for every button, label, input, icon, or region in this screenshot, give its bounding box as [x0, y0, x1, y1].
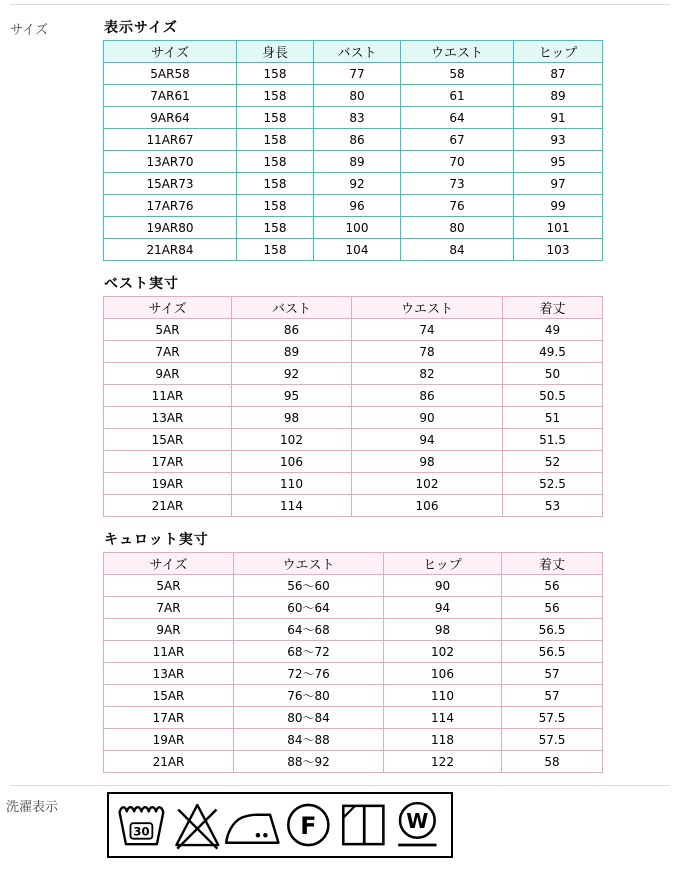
table-row: [104, 619, 603, 641]
size-label-cell: 9AR64: [104, 107, 237, 129]
size-label-cell: 7AR: [104, 341, 232, 363]
measurement-cell: 102: [232, 429, 352, 451]
size-label-cell: 15AR: [104, 429, 232, 451]
measurement-cell: 68〜72: [234, 641, 384, 663]
table-row: [104, 385, 603, 407]
measurement-cell: 70: [401, 151, 514, 173]
size-label-cell: 21AR: [104, 495, 232, 517]
measurement-cell: 158: [237, 129, 314, 151]
measurement-cell: 100: [314, 217, 401, 239]
measurement-cell: 102: [384, 641, 502, 663]
care-section: [0, 792, 680, 858]
measurement-cell: 88〜92: [234, 751, 384, 773]
measurement-cell: 80: [314, 85, 401, 107]
measurement-cell: 158: [237, 107, 314, 129]
measurement-cell: 91: [514, 107, 603, 129]
measurement-cell: 114: [232, 495, 352, 517]
column-header: ヒップ: [384, 553, 502, 575]
measurement-cell: 51.5: [503, 429, 603, 451]
column-header: 着丈: [503, 297, 603, 319]
column-header: 着丈: [502, 553, 603, 575]
table-row: [104, 319, 603, 341]
column-header: ヒップ: [514, 41, 603, 63]
measurement-cell: 56〜60: [234, 575, 384, 597]
table-row: [104, 195, 603, 217]
dry-clean-f-icon: [281, 797, 336, 853]
display-size-table: [103, 40, 603, 261]
measurement-cell: 93: [514, 129, 603, 151]
measurement-cell: 82: [352, 363, 503, 385]
size-label-cell: 11AR: [104, 641, 234, 663]
measurement-cell: 95: [514, 151, 603, 173]
measurement-cell: 106: [352, 495, 503, 517]
measurement-cell: 67: [401, 129, 514, 151]
measurement-cell: 98: [232, 407, 352, 429]
measurement-cell: 56.5: [502, 641, 603, 663]
measurement-cell: 76: [401, 195, 514, 217]
size-label-cell: 9AR: [104, 363, 232, 385]
measurement-cell: 158: [237, 151, 314, 173]
size-label-cell: 21AR84: [104, 239, 237, 261]
header-row: [104, 41, 603, 63]
measurement-cell: 86: [232, 319, 352, 341]
measurement-cell: 77: [314, 63, 401, 85]
measurement-cell: 80〜84: [234, 707, 384, 729]
wet-clean-letter: W: [406, 809, 429, 834]
wet-clean-w-icon: [390, 797, 445, 853]
measurement-cell: 158: [237, 85, 314, 107]
measurement-cell: 94: [384, 597, 502, 619]
table-row: [104, 729, 603, 751]
measurement-cell: 92: [232, 363, 352, 385]
measurement-cell: 84: [401, 239, 514, 261]
vest-size-block: [103, 273, 613, 517]
measurement-cell: 89: [232, 341, 352, 363]
measurement-cell: 158: [237, 217, 314, 239]
measurement-cell: 99: [514, 195, 603, 217]
care-symbols-box: [107, 792, 453, 858]
measurement-cell: 118: [384, 729, 502, 751]
table-row: [104, 751, 603, 773]
size-label-cell: 13AR: [104, 407, 232, 429]
table-row: [104, 707, 603, 729]
size-label-cell: 19AR80: [104, 217, 237, 239]
measurement-cell: 158: [237, 239, 314, 261]
column-header: ウエスト: [234, 553, 384, 575]
measurement-cell: 84〜88: [234, 729, 384, 751]
measurement-cell: 78: [352, 341, 503, 363]
size-label-cell: 7AR: [104, 597, 234, 619]
measurement-cell: 58: [401, 63, 514, 85]
measurement-cell: 50.5: [503, 385, 603, 407]
header-row: [104, 553, 603, 575]
measurement-cell: 49: [503, 319, 603, 341]
measurement-cell: 86: [314, 129, 401, 151]
measurement-cell: 72〜76: [234, 663, 384, 685]
column-header: ウエスト: [401, 41, 514, 63]
measurement-cell: 97: [514, 173, 603, 195]
care-section-label: 洗濯表示: [6, 800, 59, 815]
culotte-size-block: [103, 529, 613, 773]
display-size-title: 表示サイズ: [104, 20, 178, 36]
line-dry-shade-icon: [336, 797, 391, 853]
table-row: [104, 597, 603, 619]
vest-size-table: [103, 296, 603, 517]
iron-two-dots-icon: [224, 797, 281, 853]
table-row: [104, 239, 603, 261]
measurement-cell: 50: [503, 363, 603, 385]
measurement-cell: 52: [503, 451, 603, 473]
measurement-cell: 102: [352, 473, 503, 495]
size-label-cell: 7AR61: [104, 85, 237, 107]
measurement-cell: 58: [502, 751, 603, 773]
size-label-cell: 21AR: [104, 751, 234, 773]
column-header: サイズ: [104, 41, 237, 63]
top-divider: [10, 4, 670, 5]
wash-tub-30-icon: [115, 797, 170, 853]
table-row: [104, 407, 603, 429]
size-label-cell: 5AR58: [104, 63, 237, 85]
table-row: [104, 129, 603, 151]
size-label-cell: 15AR: [104, 685, 234, 707]
table-row: [104, 685, 603, 707]
measurement-cell: 101: [514, 217, 603, 239]
measurement-cell: 87: [514, 63, 603, 85]
column-header: サイズ: [104, 297, 232, 319]
measurement-cell: 52.5: [503, 473, 603, 495]
measurement-cell: 64: [401, 107, 514, 129]
table-row: [104, 85, 603, 107]
table-row: [104, 217, 603, 239]
table-row: [104, 473, 603, 495]
measurement-cell: 90: [384, 575, 502, 597]
measurement-cell: 53: [503, 495, 603, 517]
size-label-cell: 11AR: [104, 385, 232, 407]
size-label-cell: 15AR73: [104, 173, 237, 195]
measurement-cell: 83: [314, 107, 401, 129]
measurement-cell: 56: [502, 597, 603, 619]
measurement-cell: 106: [384, 663, 502, 685]
measurement-cell: 114: [384, 707, 502, 729]
display-size-block: [103, 17, 613, 261]
table-row: [104, 63, 603, 85]
measurement-cell: 106: [232, 451, 352, 473]
measurement-cell: 51: [503, 407, 603, 429]
size-label-cell: 17AR: [104, 707, 234, 729]
measurement-cell: 158: [237, 195, 314, 217]
dry-clean-letter: F: [300, 812, 317, 841]
size-label-cell: 5AR: [104, 575, 234, 597]
measurement-cell: 90: [352, 407, 503, 429]
measurement-cell: 98: [384, 619, 502, 641]
care-divider: [10, 785, 670, 786]
size-label-cell: 19AR: [104, 729, 234, 751]
column-header: 身長: [237, 41, 314, 63]
measurement-cell: 103: [514, 239, 603, 261]
size-label-cell: 17AR76: [104, 195, 237, 217]
size-label-cell: 13AR70: [104, 151, 237, 173]
measurement-cell: 122: [384, 751, 502, 773]
table-row: [104, 663, 603, 685]
measurement-cell: 94: [352, 429, 503, 451]
no-bleach-icon: [170, 797, 225, 853]
size-section-label: サイズ: [10, 23, 48, 38]
measurement-cell: 86: [352, 385, 503, 407]
table-row: [104, 495, 603, 517]
column-header: サイズ: [104, 553, 234, 575]
table-row: [104, 451, 603, 473]
measurement-cell: 49.5: [503, 341, 603, 363]
vest-size-title: ベスト実寸: [104, 276, 179, 292]
measurement-cell: 98: [352, 451, 503, 473]
measurement-cell: 73: [401, 173, 514, 195]
measurement-cell: 56.5: [502, 619, 603, 641]
header-row: [104, 297, 603, 319]
measurement-cell: 61: [401, 85, 514, 107]
size-label-cell: 11AR67: [104, 129, 237, 151]
table-row: [104, 107, 603, 129]
measurement-cell: 56: [502, 575, 603, 597]
measurement-cell: 80: [401, 217, 514, 239]
measurement-cell: 89: [314, 151, 401, 173]
wash-temp-text: 30: [133, 824, 150, 839]
size-label-cell: 5AR: [104, 319, 232, 341]
size-tables-area: [103, 17, 613, 785]
measurement-cell: 57: [502, 663, 603, 685]
measurement-cell: 158: [237, 63, 314, 85]
culotte-size-title: キュロット実寸: [104, 532, 209, 548]
measurement-cell: 158: [237, 173, 314, 195]
measurement-cell: 96: [314, 195, 401, 217]
size-label-cell: 9AR: [104, 619, 234, 641]
measurement-cell: 89: [514, 85, 603, 107]
table-row: [104, 151, 603, 173]
measurement-cell: 104: [314, 239, 401, 261]
table-row: [104, 429, 603, 451]
measurement-cell: 57.5: [502, 707, 603, 729]
table-row: [104, 575, 603, 597]
measurement-cell: 92: [314, 173, 401, 195]
column-header: バスト: [232, 297, 352, 319]
measurement-cell: 57.5: [502, 729, 603, 751]
size-label-cell: 19AR: [104, 473, 232, 495]
measurement-cell: 60〜64: [234, 597, 384, 619]
table-row: [104, 363, 603, 385]
measurement-cell: 64〜68: [234, 619, 384, 641]
measurement-cell: 76〜80: [234, 685, 384, 707]
measurement-cell: 74: [352, 319, 503, 341]
size-label-cell: 13AR: [104, 663, 234, 685]
measurement-cell: 95: [232, 385, 352, 407]
table-row: [104, 173, 603, 195]
column-header: バスト: [314, 41, 401, 63]
table-row: [104, 641, 603, 663]
size-section: [0, 17, 680, 785]
measurement-cell: 110: [232, 473, 352, 495]
culotte-size-table: [103, 552, 603, 773]
column-header: ウエスト: [352, 297, 503, 319]
measurement-cell: 110: [384, 685, 502, 707]
table-row: [104, 341, 603, 363]
size-label-cell: 17AR: [104, 451, 232, 473]
measurement-cell: 57: [502, 685, 603, 707]
